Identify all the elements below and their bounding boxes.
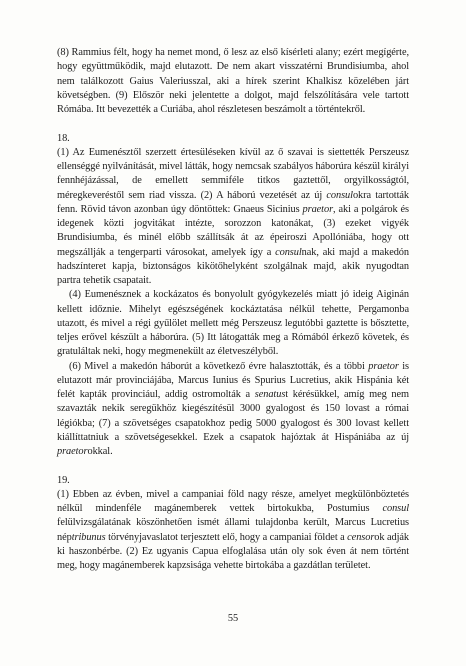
italic-term: censor <box>347 531 375 543</box>
text-run: (6) Mivel a makedón háborút a következő évre halasztották, és a többi <box>69 360 369 372</box>
italic-term: tribunus <box>71 531 106 543</box>
text-run: okkal. <box>87 446 113 457</box>
italic-term: consul <box>275 246 302 258</box>
text-run: (1) Ebben az évben, mivel a campaniai föld nagy része, amelyet megkülönböztetés nélkül mindenféle magánemberek vettek birtokukba, Postumius <box>57 488 409 514</box>
italic-term: praetor <box>57 446 88 457</box>
text-run: is elutazott már provinciájába, Marcus Iunius és Spurius Lucretius, akik Hispánia két felét kapták provinciául, addig ostromolták a <box>57 360 409 400</box>
chapter-number: 18. <box>57 132 70 144</box>
paragraph <box>57 360 409 460</box>
text-run: felülvizsgálatának köszönhetően ismét állami tulajdonba került, Marcus Lucretius nép <box>57 517 409 543</box>
italic-term: consul <box>326 189 353 201</box>
section-gap <box>57 459 409 473</box>
italic-term: senatus <box>254 389 286 400</box>
section-gap <box>57 117 409 131</box>
text-run: (1) Az Eumenésztől szerzett értesüléseken kívül az ő szavai is siettették Perszeusz ellenséggé nyilvánítását, mivel látták, hogy nemcsak szabályos háborúra készül királyi fennhéjázással, de emellett semmiféle titkos gaztettől, orgyilkosságtól, méregkeveréstől sem riad vissza. (2) A háború vezetését az új <box>57 146 409 201</box>
text-run: t kérésükkel, amíg meg nem szavazták nekik seregükhöz kiegészítésül 3000 gyalogost és 150 lovast a római légiókba; (7) a szövetséges csapatokhoz pedig 5000 gyalogost és 300 lovast kellett kiállíttatniuk a szövetségesekkel. Ezek a csapatok hajóztak át Hispániába az új <box>57 389 409 443</box>
italic-term: consul <box>382 503 409 514</box>
text-run: , aki a polgárok és idegenek közti jogvitákat intézte, sorozzon katonákat, (3) ezeket vigyék Brundisiumba, és minél előbb szállítsák át az épeiroszi Apollóniába, hogy ott megszállják a tengerparti városokat, amelyek így a <box>57 203 410 258</box>
paragraph <box>57 46 409 117</box>
paragraph <box>57 488 409 574</box>
text-run: ok adják ki haszonbérbe. (2) Ez ugyanis Capua elfoglalása után oly sok éven át nem történt meg, hogy magánemberek kapzsisága vehette birtokába a gazdátlan területet. <box>57 531 409 571</box>
text-run: okra tartották fenn. Rövid távon azonban úgy döntöttek: Gnaeus Sicinius <box>57 189 409 215</box>
italic-term: praetor <box>368 360 399 372</box>
text-run: (8) Rammius félt, hogy ha nemet mond, ő lesz az első kísérleti alany; ezért megígérte, hogy együttműködik, majd elutazott. De nem akart visszatérni Brundisiumba, ahol nem találkozott Gaius Valeriusszal, aki a hírek szerint Khalkisz közelében járt követségben. (9) Először neki jelentette a dolgot, majd felszólítására vele tartott Rómába. Itt bevezették a Curiába, ahol részletesen beszámolt a történtekről. <box>57 47 409 115</box>
text-run: nak, aki majd a makedón hadszínteret kapja, biztonságos kikötőhelyként szolgálnak majd, akik nyugodtan partra tehetik csapatait. <box>57 246 409 286</box>
italic-term: praetor <box>302 203 334 215</box>
paragraph <box>57 288 409 359</box>
page-number: 55 <box>227 613 239 624</box>
page-text-block <box>57 46 409 573</box>
paragraph <box>57 146 409 289</box>
text-run: törvényjavaslatot terjesztett elő, hogy a campaniai földet a <box>105 531 348 543</box>
chapter-number: 19. <box>57 474 70 486</box>
text-run: (4) Eumenésznek a kockázatos és bonyolult gyógykezelés miatt jó ideig Aiginán kellett időznie. Mihelyt egészségének kockáztatása nélkül tehette, Pergamonba utazott, és mivel a régi gyűlölet mellett még Perszeusz legutóbbi gaztette is bősztette, teljes erővel készült a háborúra. (5) Itt látogatták meg a Rómából érkező követek, és gratuláltak neki, hogy megmenekült az életveszélyből. <box>57 289 409 358</box>
